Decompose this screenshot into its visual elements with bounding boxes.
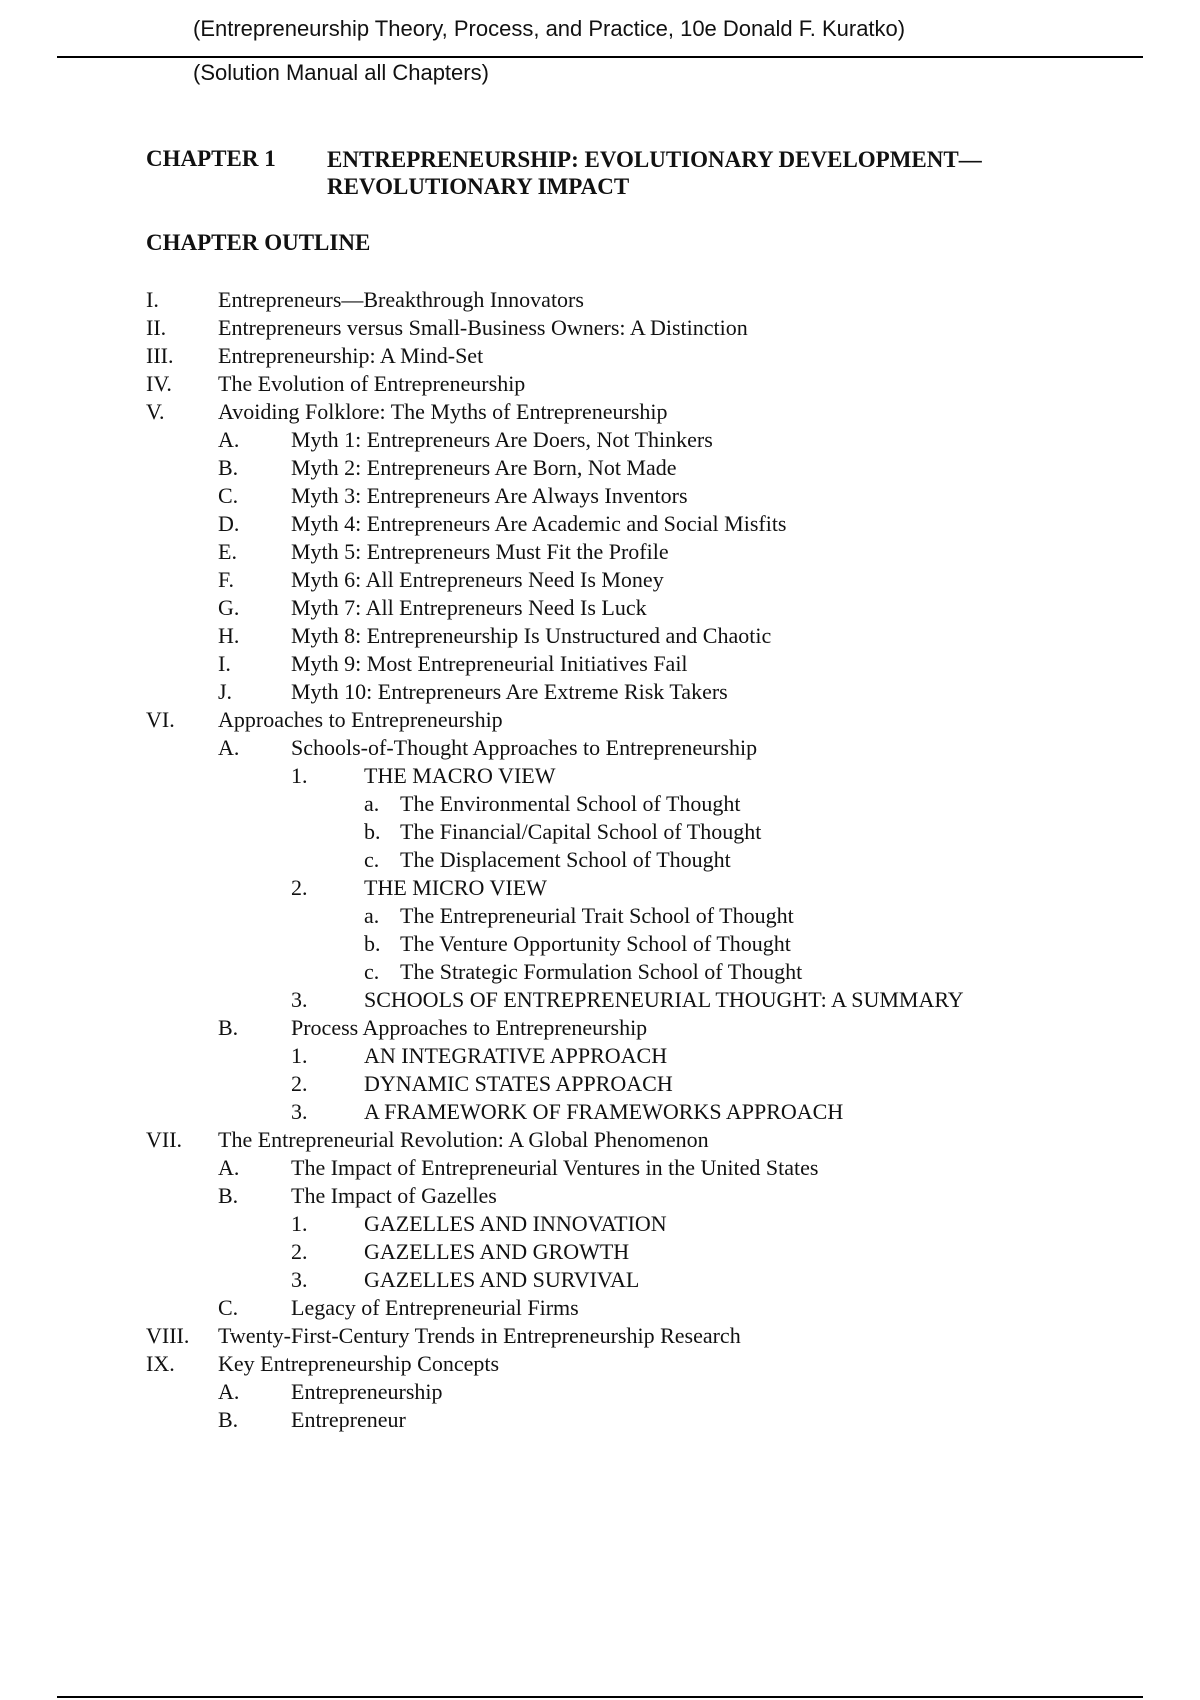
outline-item: [0, 454, 1200, 482]
outline-item: [0, 902, 1200, 930]
outline-item-text: GAZELLES AND SURVIVAL: [364, 1267, 640, 1292]
outline-item-marker: 2.: [291, 875, 308, 900]
outline-item: [0, 1210, 1200, 1238]
outline-item-marker: D.: [218, 511, 240, 536]
outline-item-text: Myth 8: Entrepreneurship Is Unstructured and Chaotic: [291, 623, 772, 648]
outline-item-marker: 1.: [291, 1211, 308, 1236]
outline-item-text: The Evolution of Entrepreneurship: [218, 371, 526, 396]
outline-item: [0, 1182, 1200, 1210]
outline-item-text: GAZELLES AND GROWTH: [364, 1239, 630, 1264]
outline-item-text: THE MICRO VIEW: [364, 875, 547, 900]
outline-item-text: Legacy of Entrepreneurial Firms: [291, 1295, 579, 1320]
outline-item-marker: 2.: [291, 1071, 308, 1096]
outline-item: [0, 874, 1200, 902]
outline-item-marker: c.: [364, 959, 380, 984]
outline-item-marker: A.: [218, 1379, 240, 1404]
outline-item-marker: C.: [218, 483, 239, 508]
outline-item-marker: a.: [364, 903, 380, 928]
outline-item: [0, 566, 1200, 594]
outline-item: [0, 622, 1200, 650]
chapter-label: CHAPTER 1: [146, 146, 276, 171]
outline-item: [0, 426, 1200, 454]
outline-item-text: The Financial/Capital School of Thought: [400, 819, 762, 844]
outline-item-text: Entrepreneur: [291, 1407, 406, 1432]
outline-item: [0, 790, 1200, 818]
chapter-title: [327, 146, 982, 200]
outline-item-marker: b.: [364, 931, 381, 956]
outline-item-text: Myth 7: All Entrepreneurs Need Is Luck: [291, 595, 647, 620]
outline-item-text: The Impact of Gazelles: [291, 1183, 497, 1208]
outline-item: [0, 1266, 1200, 1294]
outline-item-text: A FRAMEWORK OF FRAMEWORKS APPROACH: [364, 1099, 844, 1124]
outline-item-marker: VI.: [146, 707, 175, 732]
outline-item-marker: I.: [218, 651, 231, 676]
outline-item-text: The Entrepreneurial Revolution: A Global Phenomenon: [218, 1127, 709, 1152]
outline-item: [0, 482, 1200, 510]
outline-item: [0, 314, 1200, 342]
outline-item-marker: II.: [146, 315, 167, 340]
outline-item-text: The Entrepreneurial Trait School of Thought: [400, 903, 794, 928]
outline-item: [0, 1126, 1200, 1154]
outline-item-marker: 3.: [291, 1267, 308, 1292]
outline-item-marker: E.: [218, 539, 237, 564]
outline-item-text: Approaches to Entrepreneurship: [218, 707, 503, 732]
outline-item-marker: I.: [146, 287, 159, 312]
outline-item-marker: VII.: [146, 1127, 183, 1152]
outline-item-marker: J.: [218, 679, 233, 704]
outline-item-marker: b.: [364, 819, 381, 844]
outline-item-text: SCHOOLS OF ENTREPRENEURIAL THOUGHT: A SUMMARY: [364, 987, 964, 1012]
outline-item-text: Process Approaches to Entrepreneurship: [291, 1015, 648, 1040]
outline-item-text: AN INTEGRATIVE APPROACH: [364, 1043, 668, 1068]
chapter-title-line-1: ENTREPRENEURSHIP: EVOLUTIONARY DEVELOPMENT—: [327, 147, 982, 172]
outline-item: [0, 538, 1200, 566]
outline-item: [0, 1042, 1200, 1070]
outline-item-text: Key Entrepreneurship Concepts: [218, 1351, 500, 1376]
outline-item-marker: C.: [218, 1295, 239, 1320]
outline-item-text: GAZELLES AND INNOVATION: [364, 1211, 667, 1236]
outline-item: [0, 958, 1200, 986]
outline-item-marker: B.: [218, 1183, 239, 1208]
book-title-header: (Entrepreneurship Theory, Process, and Practice, 10e Donald F. Kuratko): [193, 16, 906, 41]
outline-item-marker: 1.: [291, 763, 308, 788]
outline-item-text: Entrepreneurship: A Mind-Set: [218, 343, 484, 368]
chapter-outline-list: [0, 286, 1200, 1434]
outline-item-text: DYNAMIC STATES APPROACH: [364, 1071, 673, 1096]
outline-item-text: Schools-of-Thought Approaches to Entrepreneurship: [291, 735, 758, 760]
outline-item: [0, 1378, 1200, 1406]
outline-item-text: Twenty-First-Century Trends in Entrepreneurship Research: [218, 1323, 741, 1348]
chapter-title-line-2: REVOLUTIONARY IMPACT: [327, 174, 630, 199]
outline-item: [0, 342, 1200, 370]
outline-item-marker: 1.: [291, 1043, 308, 1068]
outline-heading: CHAPTER OUTLINE: [146, 230, 371, 255]
outline-item: [0, 510, 1200, 538]
outline-item-text: Myth 3: Entrepreneurs Are Always Inventors: [291, 483, 688, 508]
manual-subtitle: (Solution Manual all Chapters): [193, 60, 489, 85]
outline-item-text: Myth 10: Entrepreneurs Are Extreme Risk Takers: [291, 679, 728, 704]
footer-rule: [57, 1696, 1143, 1698]
outline-item-text: The Impact of Entrepreneurial Ventures in the United States: [291, 1155, 819, 1180]
outline-item: [0, 1098, 1200, 1126]
outline-item: [0, 678, 1200, 706]
outline-item-marker: F.: [218, 567, 234, 592]
outline-item-text: Entrepreneurship: [291, 1379, 443, 1404]
outline-item: [0, 1070, 1200, 1098]
outline-item-text: Avoiding Folklore: The Myths of Entrepreneurship: [218, 399, 668, 424]
outline-item-marker: H.: [218, 623, 240, 648]
outline-item-text: The Environmental School of Thought: [400, 791, 741, 816]
outline-item: [0, 1014, 1200, 1042]
outline-item-marker: 3.: [291, 987, 308, 1012]
outline-item: [0, 1238, 1200, 1266]
header-rule: [57, 56, 1143, 58]
outline-item: [0, 398, 1200, 426]
outline-item-text: Myth 2: Entrepreneurs Are Born, Not Made: [291, 455, 677, 480]
outline-item: [0, 286, 1200, 314]
outline-item-marker: 2.: [291, 1239, 308, 1264]
outline-item-text: Entrepreneurs versus Small-Business Owners: A Distinction: [218, 315, 748, 340]
outline-item-text: Myth 5: Entrepreneurs Must Fit the Profile: [291, 539, 669, 564]
outline-item-text: The Strategic Formulation School of Thought: [400, 959, 803, 984]
outline-item-text: THE MACRO VIEW: [364, 763, 556, 788]
outline-item: [0, 1350, 1200, 1378]
outline-item: [0, 706, 1200, 734]
outline-item: [0, 594, 1200, 622]
outline-item: [0, 986, 1200, 1014]
outline-item: [0, 1322, 1200, 1350]
outline-item: [0, 1294, 1200, 1322]
outline-item-marker: 3.: [291, 1099, 308, 1124]
outline-item-marker: B.: [218, 1407, 239, 1432]
outline-item: [0, 1406, 1200, 1434]
outline-item-text: Myth 9: Most Entrepreneurial Initiatives Fail: [291, 651, 688, 676]
outline-item: [0, 846, 1200, 874]
outline-item: [0, 734, 1200, 762]
outline-item-marker: IX.: [146, 1351, 175, 1376]
outline-item-marker: VIII.: [146, 1323, 190, 1348]
outline-item-marker: B.: [218, 1015, 239, 1040]
outline-item-marker: V.: [146, 399, 165, 424]
outline-item-marker: IV.: [146, 371, 172, 396]
outline-item-marker: c.: [364, 847, 380, 872]
outline-item: [0, 1154, 1200, 1182]
outline-item: [0, 818, 1200, 846]
outline-item: [0, 930, 1200, 958]
outline-item: [0, 650, 1200, 678]
outline-item-marker: a.: [364, 791, 380, 816]
outline-item-text: Myth 6: All Entrepreneurs Need Is Money: [291, 567, 664, 592]
outline-item-marker: B.: [218, 455, 239, 480]
outline-item-text: The Venture Opportunity School of Thought: [400, 931, 791, 956]
outline-item-marker: G.: [218, 595, 240, 620]
outline-item: [0, 370, 1200, 398]
outline-item-marker: A.: [218, 1155, 240, 1180]
outline-item-marker: A.: [218, 427, 240, 452]
outline-item-marker: A.: [218, 735, 240, 760]
outline-item-marker: III.: [146, 343, 174, 368]
outline-item-text: Myth 4: Entrepreneurs Are Academic and Social Misfits: [291, 511, 787, 536]
outline-item-text: Entrepreneurs—Breakthrough Innovators: [218, 287, 584, 312]
outline-item-text: The Displacement School of Thought: [400, 847, 731, 872]
outline-item-text: Myth 1: Entrepreneurs Are Doers, Not Thinkers: [291, 427, 713, 452]
outline-item: [0, 762, 1200, 790]
